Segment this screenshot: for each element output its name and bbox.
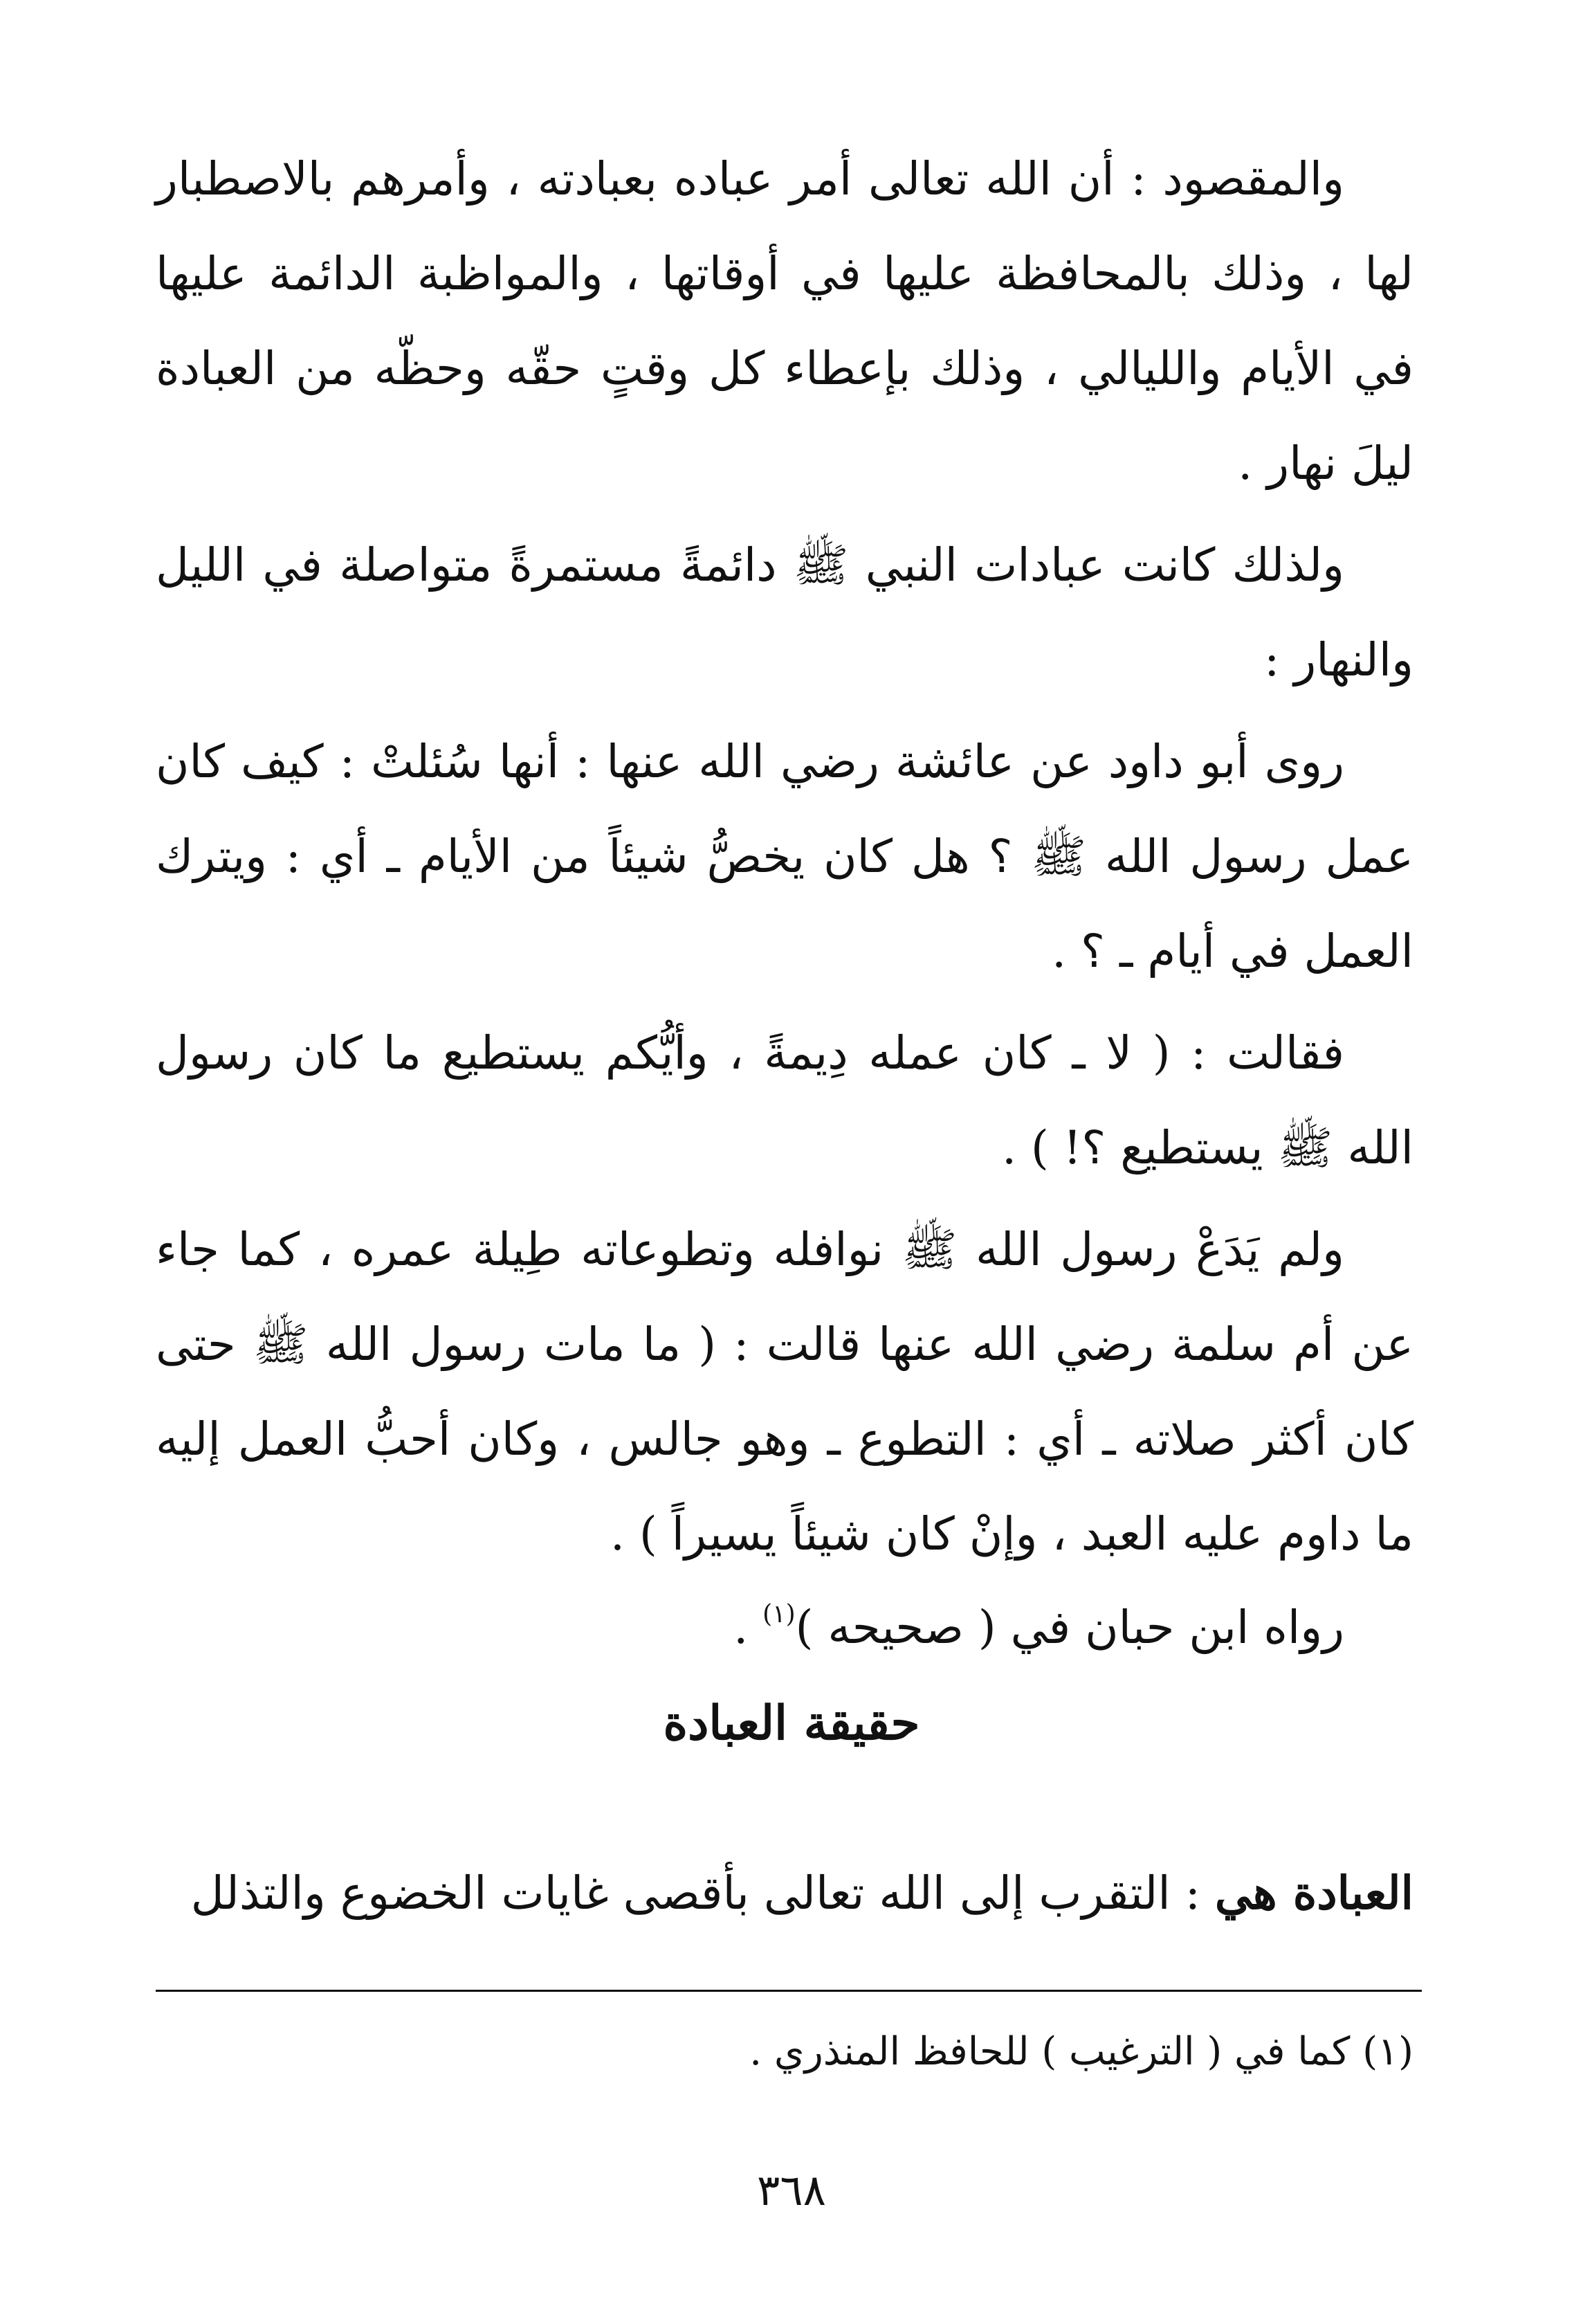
page-number: ٣٦٨ <box>757 2165 826 2215</box>
footnote: (١) كما في ( الترغيب ) للحافظ المنذري . <box>749 2029 1413 2074</box>
paragraph-1 <box>156 131 1413 511</box>
hadith-attribution <box>156 1580 1413 1675</box>
attribution-end: . <box>733 1601 763 1654</box>
definition-term: العبادة هي <box>1214 1866 1413 1920</box>
section-heading: حقيقة العبادة <box>663 1696 920 1751</box>
paragraph-2 <box>156 518 1413 707</box>
paragraph-3-text: روى أبو داود عن عائشة رضي الله عنها : أنها سُئلتْ : كيف كان عمل رسول الله ﷺ ؟ هل كان يخصُّ شيئاً من الأيام ـ أي : ويترك العمل في أيام ـ ؟ . <box>156 735 1413 978</box>
body-text <box>156 131 1413 1682</box>
footnote-reference: (١) <box>762 1600 796 1628</box>
footnote-divider <box>156 1990 1422 1992</box>
paragraph-1-text: والمقصود : أن الله تعالى أمر عباده بعبادته ، وأمرهم بالاصطبار لها ، وذلك بالمحافظة عليها في أوقاتها ، والمواظبة الدائمة عليها في الأيام والليالي ، وذلك بإعطاء كل وقتٍ حقّه وحظّه من العبادة ليلَ نهار . <box>156 152 1413 490</box>
paragraph-3 <box>156 714 1413 999</box>
attribution-text: رواه ابن حبان في ( صحيحه ) <box>795 1601 1344 1654</box>
paragraph-2-text: ولذلك كانت عبادات النبي ﷺ دائمةً مستمرةً متواصلة في الليل والنهار : <box>156 538 1413 687</box>
paragraph-4 <box>156 1006 1413 1195</box>
definition-text: : التقرب إلى الله تعالى بأقصى غايات الخضوع والتذلل <box>190 1867 1215 1920</box>
paragraph-5 <box>156 1202 1413 1581</box>
paragraph-5-text: ولم يَدَعْ رسول الله ﷺ نوافله وتطوعاته طِيلة عمره ، كما جاء عن أم سلمة رضي الله عنها قالت : ( ما مات رسول الله ﷺ حتى كان أكثر صلاته ـ أي : التطوع ـ وهو جالس ، وكان أحبُّ العمل إليه ما داوم عليه العبد ، وإنْ كان شيئاً يسيراً ) . <box>156 1223 1413 1561</box>
definition-line <box>156 1855 1413 1932</box>
paragraph-4-text: فقالت : ( لا ـ كان عمله دِيمةً ، وأيُّكم يستطيع ما كان رسول الله ﷺ يستطيع ؟! ) . <box>156 1026 1413 1174</box>
